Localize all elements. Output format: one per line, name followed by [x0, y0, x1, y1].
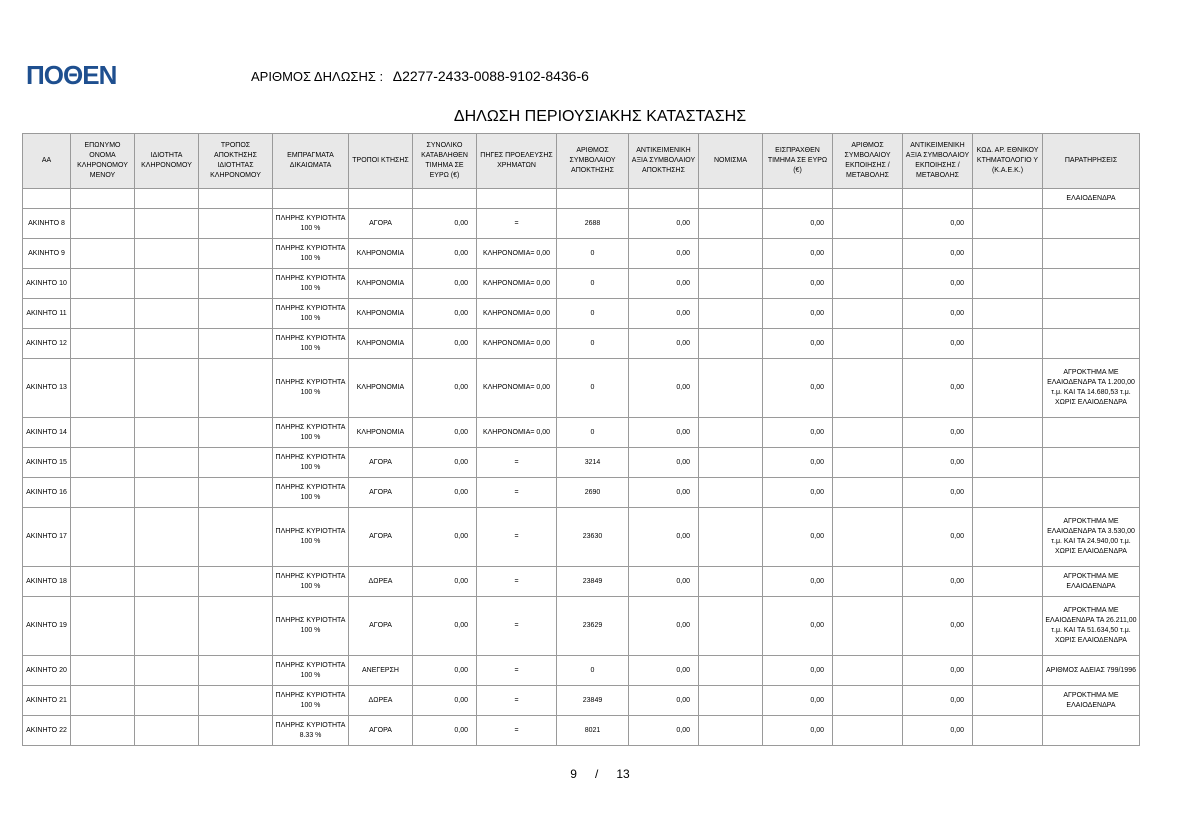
cell-price: 0,00 [413, 299, 477, 329]
cell-contract: 2688 [557, 209, 629, 239]
column-header: ΤΡΟΠΟΣ ΑΠΟΚΤΗΣΗΣ ΙΔΙΟΤΗΤΑΣ ΚΛΗΡΟΝΟΜΟΥ [199, 134, 273, 189]
cell-empty [833, 597, 903, 656]
column-header: ΣΥΝΟΛΙΚΟ ΚΑΤΑΒΛΗΘΕΝ ΤΙΜΗΜΑ ΣΕ ΕΥΡΩ (€) [413, 134, 477, 189]
cell-rights: ΠΛΗΡΗΣ ΚΥΡΙΟΤΗΤΑ 100 % [273, 448, 349, 478]
cell-rights: ΠΛΗΡΗΣ ΚΥΡΙΟΤΗΤΑ 100 % [273, 269, 349, 299]
column-header: ΑΝΤΙΚΕΙΜΕΝΙΚΗ ΑΞΙΑ ΣΥΜΒΟΛΑΙΟΥ ΑΠΟΚΤΗΣΗΣ [629, 134, 699, 189]
cell-sources: ΚΛΗΡΟΝΟΜΙΑ= 0,00 [477, 329, 557, 359]
cell-rights: ΠΛΗΡΗΣ ΚΥΡΙΟΤΗΤΑ 100 % [273, 239, 349, 269]
cell-empty [973, 209, 1043, 239]
cell-aa: ΑΚΙΝΗΤΟ 14 [23, 418, 71, 448]
cell-objval2: 0,00 [903, 478, 973, 508]
cell-empty [833, 269, 903, 299]
cell-mode: ΚΛΗΡΟΝΟΜΙΑ [349, 269, 413, 299]
cell-mode: ΑΓΟΡΑ [349, 478, 413, 508]
cell-received: 0,00 [763, 239, 833, 269]
column-header: ΕΠΩΝΥΜΟ ΟΝΟΜΑ ΚΛΗΡΟΝΟΜΟΥ ΜΕΝΟΥ [71, 134, 135, 189]
cell-objval2: 0,00 [903, 329, 973, 359]
cell-empty [699, 418, 763, 448]
cell-price: 0,00 [413, 656, 477, 686]
cell-empty [199, 597, 273, 656]
cell-received: 0,00 [763, 329, 833, 359]
cell-rights: ΠΛΗΡΗΣ ΚΥΡΙΟΤΗΤΑ 100 % [273, 686, 349, 716]
cell-objval2: 0,00 [903, 209, 973, 239]
cell-received: 0,00 [763, 686, 833, 716]
cell-objval2: 0,00 [903, 418, 973, 448]
table-row [23, 239, 1140, 269]
cell-price: 0,00 [413, 239, 477, 269]
table-row [23, 656, 1140, 686]
cell-empty [135, 567, 199, 597]
cell-empty [135, 269, 199, 299]
cell-received: 0,00 [763, 209, 833, 239]
cell-empty [833, 716, 903, 746]
cell-empty [833, 686, 903, 716]
cell-aa: ΑΚΙΝΗΤΟ 19 [23, 597, 71, 656]
table-row [23, 359, 1140, 418]
cell-received: 0,00 [763, 448, 833, 478]
page-separator: / [594, 767, 599, 781]
cell-price: 0,00 [413, 418, 477, 448]
table-row [23, 418, 1140, 448]
cell-notes [1043, 716, 1140, 746]
cell-contract: 0 [557, 299, 629, 329]
cell-received: 0,00 [763, 269, 833, 299]
cell-rights: ΠΛΗΡΗΣ ΚΥΡΙΟΤΗΤΑ 100 % [273, 418, 349, 448]
cell-sources: = [477, 716, 557, 746]
cell-price: 0,00 [413, 597, 477, 656]
cell-notes [1043, 239, 1140, 269]
cell-empty [699, 329, 763, 359]
cell-empty [135, 359, 199, 418]
cell-empty [833, 329, 903, 359]
cell-notes [1043, 448, 1140, 478]
cell-empty [199, 686, 273, 716]
cell-empty [699, 299, 763, 329]
cell-sources: ΚΛΗΡΟΝΟΜΙΑ= 0,00 [477, 299, 557, 329]
table-row [23, 508, 1140, 567]
column-header: ΕΙΣΠΡΑΧΘΕΝ ΤΙΜΗΜΑ ΣΕ ΕΥΡΩ (€) [763, 134, 833, 189]
cell-notes [1043, 299, 1140, 329]
cell-empty [71, 239, 135, 269]
cell-empty [973, 716, 1043, 746]
cell-aa: ΑΚΙΝΗΤΟ 15 [23, 448, 71, 478]
cell-notes: ΑΓΡΟΚΤΗΜΑ ΜΕ ΕΛΑΙΟΔΕΝΔΡΑ [1043, 567, 1140, 597]
continuation-note: ΕΛΑΙΟΔΕΝΔΡΑ [1043, 189, 1140, 209]
cell-received: 0,00 [763, 478, 833, 508]
cell-objval2: 0,00 [903, 716, 973, 746]
table-row [23, 448, 1140, 478]
cell-empty [71, 567, 135, 597]
cell-empty [135, 448, 199, 478]
cell-empty [973, 299, 1043, 329]
cell-rights: ΠΛΗΡΗΣ ΚΥΡΙΟΤΗΤΑ 100 % [273, 567, 349, 597]
cell-empty [699, 269, 763, 299]
cell-price: 0,00 [413, 716, 477, 746]
cell-empty [699, 448, 763, 478]
cell-sources: = [477, 508, 557, 567]
cell-notes: ΑΡΙΘΜΟΣ ΑΔΕΙΑΣ 799/1996 [1043, 656, 1140, 686]
cell-mode: ΔΩΡΕΑ [349, 686, 413, 716]
table-header [23, 134, 1140, 189]
table-row [23, 567, 1140, 597]
cell-price: 0,00 [413, 478, 477, 508]
cell-empty [973, 508, 1043, 567]
cell-empty [135, 686, 199, 716]
cell-aa: ΑΚΙΝΗΤΟ 10 [23, 269, 71, 299]
cell-rights: ΠΛΗΡΗΣ ΚΥΡΙΟΤΗΤΑ 100 % [273, 299, 349, 329]
pothen-logo: ΠΟΘΕΝ [26, 60, 117, 90]
cell-empty [833, 239, 903, 269]
cell-empty [71, 508, 135, 567]
cell-contract: 0 [557, 269, 629, 299]
table-row [23, 478, 1140, 508]
cell-objval: 0,00 [629, 329, 699, 359]
cell-contract: 23849 [557, 686, 629, 716]
cell-sources: = [477, 478, 557, 508]
cell-contract: 0 [557, 359, 629, 418]
assets-table [22, 133, 1140, 746]
cell-empty [699, 567, 763, 597]
cell-empty [699, 478, 763, 508]
cell-objval2: 0,00 [903, 269, 973, 299]
cell-notes [1043, 478, 1140, 508]
cell-rights: ΠΛΗΡΗΣ ΚΥΡΙΟΤΗΤΑ 100 % [273, 209, 349, 239]
cell-mode: ΑΓΟΡΑ [349, 508, 413, 567]
cell-mode: ΚΛΗΡΟΝΟΜΙΑ [349, 329, 413, 359]
cell-empty [973, 478, 1043, 508]
cell-empty [199, 716, 273, 746]
cell-empty [973, 656, 1043, 686]
cell-contract: 0 [557, 329, 629, 359]
cell-objval2: 0,00 [903, 239, 973, 269]
cell-empty [699, 359, 763, 418]
cell-empty [199, 269, 273, 299]
cell-price: 0,00 [413, 329, 477, 359]
cell-objval2: 0,00 [903, 448, 973, 478]
cell-sources: = [477, 567, 557, 597]
cell-empty [833, 508, 903, 567]
column-header: ΤΡΟΠΟΙ ΚΤΗΣΗΣ [349, 134, 413, 189]
cell-objval2: 0,00 [903, 359, 973, 418]
cell-empty [199, 508, 273, 567]
cell-empty [71, 359, 135, 418]
cell-aa: ΑΚΙΝΗΤΟ 11 [23, 299, 71, 329]
cell-mode: ΚΛΗΡΟΝΟΜΙΑ [349, 299, 413, 329]
cell-mode: ΔΩΡΕΑ [349, 567, 413, 597]
cell-empty [199, 567, 273, 597]
cell-empty [199, 239, 273, 269]
cell-empty [699, 239, 763, 269]
cell-sources: = [477, 656, 557, 686]
cell-empty [135, 508, 199, 567]
column-header: ΑΡΙΘΜΟΣ ΣΥΜΒΟΛΑΙΟΥ ΑΠΟΚΤΗΣΗΣ [557, 134, 629, 189]
declaration-label: ΑΡΙΘΜΟΣ ΔΗΛΩΣΗΣ : [251, 69, 384, 84]
cell-contract: 3214 [557, 448, 629, 478]
cell-received: 0,00 [763, 418, 833, 448]
column-header: ΑΡΙΘΜΟΣ ΣΥΜΒΟΛΑΙΟΥ ΕΚΠΟΙΗΣΗΣ /ΜΕΤΑΒΟΛΗΣ [833, 134, 903, 189]
cell-empty [833, 656, 903, 686]
column-header: ΙΔΙΟΤΗΤΑ ΚΛΗΡΟΝΟΜΟΥ [135, 134, 199, 189]
cell-mode: ΚΛΗΡΟΝΟΜΙΑ [349, 239, 413, 269]
cell-mode: ΑΓΟΡΑ [349, 448, 413, 478]
cell-empty [973, 269, 1043, 299]
cell-objval2: 0,00 [903, 508, 973, 567]
cell-empty [833, 448, 903, 478]
table-row [23, 686, 1140, 716]
table-row [23, 209, 1140, 239]
cell-empty [199, 329, 273, 359]
page-total: 13 [616, 767, 630, 781]
cell-empty [699, 656, 763, 686]
cell-sources: = [477, 686, 557, 716]
cell-received: 0,00 [763, 359, 833, 418]
cell-empty [71, 656, 135, 686]
cell-sources: = [477, 597, 557, 656]
table-row [23, 299, 1140, 329]
cell-empty [833, 359, 903, 418]
column-header: ΑΑ [23, 134, 71, 189]
table-row [23, 269, 1140, 299]
cell-empty [973, 418, 1043, 448]
cell-mode: ΑΝΕΓΕΡΣΗ [349, 656, 413, 686]
cell-mode: ΑΓΟΡΑ [349, 716, 413, 746]
cell-empty [135, 239, 199, 269]
cell-empty [199, 299, 273, 329]
cell-rights: ΠΛΗΡΗΣ ΚΥΡΙΟΤΗΤΑ 100 % [273, 359, 349, 418]
cell-aa: ΑΚΙΝΗΤΟ 18 [23, 567, 71, 597]
cell-aa: ΑΚΙΝΗΤΟ 12 [23, 329, 71, 359]
cell-contract: 23849 [557, 567, 629, 597]
cell-mode: ΑΓΟΡΑ [349, 209, 413, 239]
cell-objval2: 0,00 [903, 686, 973, 716]
cell-received: 0,00 [763, 508, 833, 567]
cell-empty [135, 299, 199, 329]
cell-objval: 0,00 [629, 448, 699, 478]
cell-empty [199, 209, 273, 239]
table-body [23, 189, 1140, 746]
cell-sources: = [477, 448, 557, 478]
declaration-number: Δ2277-2433-0088-9102-8436-6 [392, 68, 589, 84]
cell-notes: ΑΓΡΟΚΤΗΜΑ ΜΕ ΕΛΑΙΟΔΕΝΔΡΑ ΤΑ 1.200,00 τ.μ. ΚΑΙ ΤΑ 14.680,53 τ.μ. ΧΩΡΙΣ ΕΛΑΙΟΔΕΝΔΡΑ [1043, 359, 1140, 418]
cell-rights: ΠΛΗΡΗΣ ΚΥΡΙΟΤΗΤΑ 100 % [273, 478, 349, 508]
cell-notes [1043, 209, 1140, 239]
cell-empty [833, 478, 903, 508]
cell-empty [135, 209, 199, 239]
cell-notes [1043, 269, 1140, 299]
cell-empty [199, 359, 273, 418]
cell-empty [973, 329, 1043, 359]
cell-objval: 0,00 [629, 359, 699, 418]
cell-empty [699, 597, 763, 656]
cell-price: 0,00 [413, 209, 477, 239]
table-row [23, 597, 1140, 656]
column-header: ΚΩΔ. ΑΡ. ΕΘΝΙΚΟΥ ΚΤΗΜΑΤΟΛΟΓΙΟ Υ (Κ.Α.Ε.Κ.) [973, 134, 1043, 189]
declaration-number-line [251, 68, 589, 84]
table-row [23, 329, 1140, 359]
cell-empty [973, 686, 1043, 716]
cell-objval: 0,00 [629, 478, 699, 508]
cell-empty [199, 448, 273, 478]
cell-empty [71, 448, 135, 478]
cell-aa: ΑΚΙΝΗΤΟ 22 [23, 716, 71, 746]
cell-received: 0,00 [763, 567, 833, 597]
cell-empty [199, 478, 273, 508]
cell-notes: ΑΓΡΟΚΤΗΜΑ ΜΕ ΕΛΑΙΟΔΕΝΔΡΑ [1043, 686, 1140, 716]
cell-objval: 0,00 [629, 418, 699, 448]
cell-empty [135, 418, 199, 448]
cell-empty [135, 716, 199, 746]
cell-empty [699, 508, 763, 567]
cell-contract: 23629 [557, 597, 629, 656]
cell-empty [973, 567, 1043, 597]
column-header: ΠΑΡΑΤΗΡΗΣΕΙΣ [1043, 134, 1140, 189]
cell-rights: ΠΛΗΡΗΣ ΚΥΡΙΟΤΗΤΑ 100 % [273, 329, 349, 359]
cell-received: 0,00 [763, 656, 833, 686]
cell-notes: ΑΓΡΟΚΤΗΜΑ ΜΕ ΕΛΑΙΟΔΕΝΔΡΑ ΤΑ 26.211,00 τ.μ. ΚΑΙ ΤΑ 51.634,50 τ.μ. ΧΩΡΙΣ ΕΛΑΙΟΔΕΝΔΡΑ [1043, 597, 1140, 656]
cell-rights: ΠΛΗΡΗΣ ΚΥΡΙΟΤΗΤΑ 100 % [273, 656, 349, 686]
cell-contract: 8021 [557, 716, 629, 746]
cell-objval2: 0,00 [903, 299, 973, 329]
cell-price: 0,00 [413, 359, 477, 418]
table-row-continuation [23, 189, 1140, 209]
cell-objval2: 0,00 [903, 597, 973, 656]
cell-price: 0,00 [413, 686, 477, 716]
cell-objval: 0,00 [629, 716, 699, 746]
cell-contract: 0 [557, 418, 629, 448]
cell-empty [199, 418, 273, 448]
cell-aa: ΑΚΙΝΗΤΟ 20 [23, 656, 71, 686]
cell-empty [973, 359, 1043, 418]
cell-sources: = [477, 209, 557, 239]
cell-empty [833, 209, 903, 239]
cell-empty [71, 209, 135, 239]
cell-objval: 0,00 [629, 508, 699, 567]
cell-notes: ΑΓΡΟΚΤΗΜΑ ΜΕ ΕΛΑΙΟΔΕΝΔΡΑ ΤΑ 3.530,00 τ.μ. ΚΑΙ ΤΑ 24.940,00 τ.μ. ΧΩΡΙΣ ΕΛΑΙΟΔΕΝΔΡΑ [1043, 508, 1140, 567]
cell-empty [135, 329, 199, 359]
cell-empty [71, 686, 135, 716]
cell-objval: 0,00 [629, 597, 699, 656]
cell-sources: ΚΛΗΡΟΝΟΜΙΑ= 0,00 [477, 418, 557, 448]
cell-notes [1043, 418, 1140, 448]
cell-empty [71, 478, 135, 508]
cell-empty [973, 239, 1043, 269]
cell-aa: ΑΚΙΝΗΤΟ 21 [23, 686, 71, 716]
cell-objval: 0,00 [629, 269, 699, 299]
cell-contract: 2690 [557, 478, 629, 508]
cell-notes [1043, 329, 1140, 359]
cell-empty [71, 597, 135, 656]
cell-empty [135, 597, 199, 656]
column-header: ΕΜΠΡΑΓΜΑΤΑ ΔΙΚΑΙΩΜΑΤΑ [273, 134, 349, 189]
table-row [23, 716, 1140, 746]
cell-objval: 0,00 [629, 299, 699, 329]
cell-empty [699, 686, 763, 716]
cell-empty [833, 418, 903, 448]
cell-empty [699, 209, 763, 239]
cell-objval: 0,00 [629, 686, 699, 716]
cell-rights: ΠΛΗΡΗΣ ΚΥΡΙΟΤΗΤΑ 100 % [273, 508, 349, 567]
cell-empty [833, 299, 903, 329]
cell-objval2: 0,00 [903, 567, 973, 597]
cell-received: 0,00 [763, 716, 833, 746]
page-indicator [0, 767, 1200, 781]
cell-received: 0,00 [763, 597, 833, 656]
cell-mode: ΚΛΗΡΟΝΟΜΙΑ [349, 418, 413, 448]
cell-sources: ΚΛΗΡΟΝΟΜΙΑ= 0,00 [477, 269, 557, 299]
cell-contract: 0 [557, 239, 629, 269]
page-current: 9 [570, 767, 577, 781]
cell-empty [199, 656, 273, 686]
cell-aa: ΑΚΙΝΗΤΟ 8 [23, 209, 71, 239]
cell-price: 0,00 [413, 508, 477, 567]
cell-aa: ΑΚΙΝΗΤΟ 9 [23, 239, 71, 269]
cell-objval2: 0,00 [903, 656, 973, 686]
cell-mode: ΚΛΗΡΟΝΟΜΙΑ [349, 359, 413, 418]
cell-empty [699, 716, 763, 746]
cell-rights: ΠΛΗΡΗΣ ΚΥΡΙΟΤΗΤΑ 100 % [273, 597, 349, 656]
cell-price: 0,00 [413, 269, 477, 299]
cell-empty [135, 656, 199, 686]
cell-empty [833, 567, 903, 597]
column-header: ΠΗΓΕΣ ΠΡΟΕΛΕΥΣΗΣ ΧΡΗΜΑΤΩΝ [477, 134, 557, 189]
column-header: ΑΝΤΙΚΕΙΜΕΝΙΚΗ ΑΞΙΑ ΣΥΜΒΟΛΑΙΟΥ ΕΚΠΟΙΗΣΗΣ / ΜΕΤΑΒΟΛΗΣ [903, 134, 973, 189]
cell-aa: ΑΚΙΝΗΤΟ 16 [23, 478, 71, 508]
column-header: ΝΟΜΙΣΜΑ [699, 134, 763, 189]
cell-sources: ΚΛΗΡΟΝΟΜΙΑ= 0,00 [477, 359, 557, 418]
cell-objval: 0,00 [629, 239, 699, 269]
cell-empty [71, 418, 135, 448]
cell-empty [71, 716, 135, 746]
cell-objval: 0,00 [629, 656, 699, 686]
cell-contract: 23630 [557, 508, 629, 567]
cell-empty [973, 597, 1043, 656]
cell-objval: 0,00 [629, 209, 699, 239]
cell-rights: ΠΛΗΡΗΣ ΚΥΡΙΟΤΗΤΑ 8.33 % [273, 716, 349, 746]
cell-empty [973, 448, 1043, 478]
cell-mode: ΑΓΟΡΑ [349, 597, 413, 656]
cell-aa: ΑΚΙΝΗΤΟ 13 [23, 359, 71, 418]
cell-received: 0,00 [763, 299, 833, 329]
cell-price: 0,00 [413, 448, 477, 478]
cell-empty [71, 329, 135, 359]
cell-sources: ΚΛΗΡΟΝΟΜΙΑ= 0,00 [477, 239, 557, 269]
cell-empty [135, 478, 199, 508]
cell-objval: 0,00 [629, 567, 699, 597]
cell-contract: 0 [557, 656, 629, 686]
cell-empty [71, 299, 135, 329]
cell-price: 0,00 [413, 567, 477, 597]
page-title: ΔΗΛΩΣΗ ΠΕΡΙΟΥΣΙΑΚΗΣ ΚΑΤΑΣΤΑΣΗΣ [453, 108, 747, 125]
cell-empty [71, 269, 135, 299]
cell-aa: ΑΚΙΝΗΤΟ 17 [23, 508, 71, 567]
